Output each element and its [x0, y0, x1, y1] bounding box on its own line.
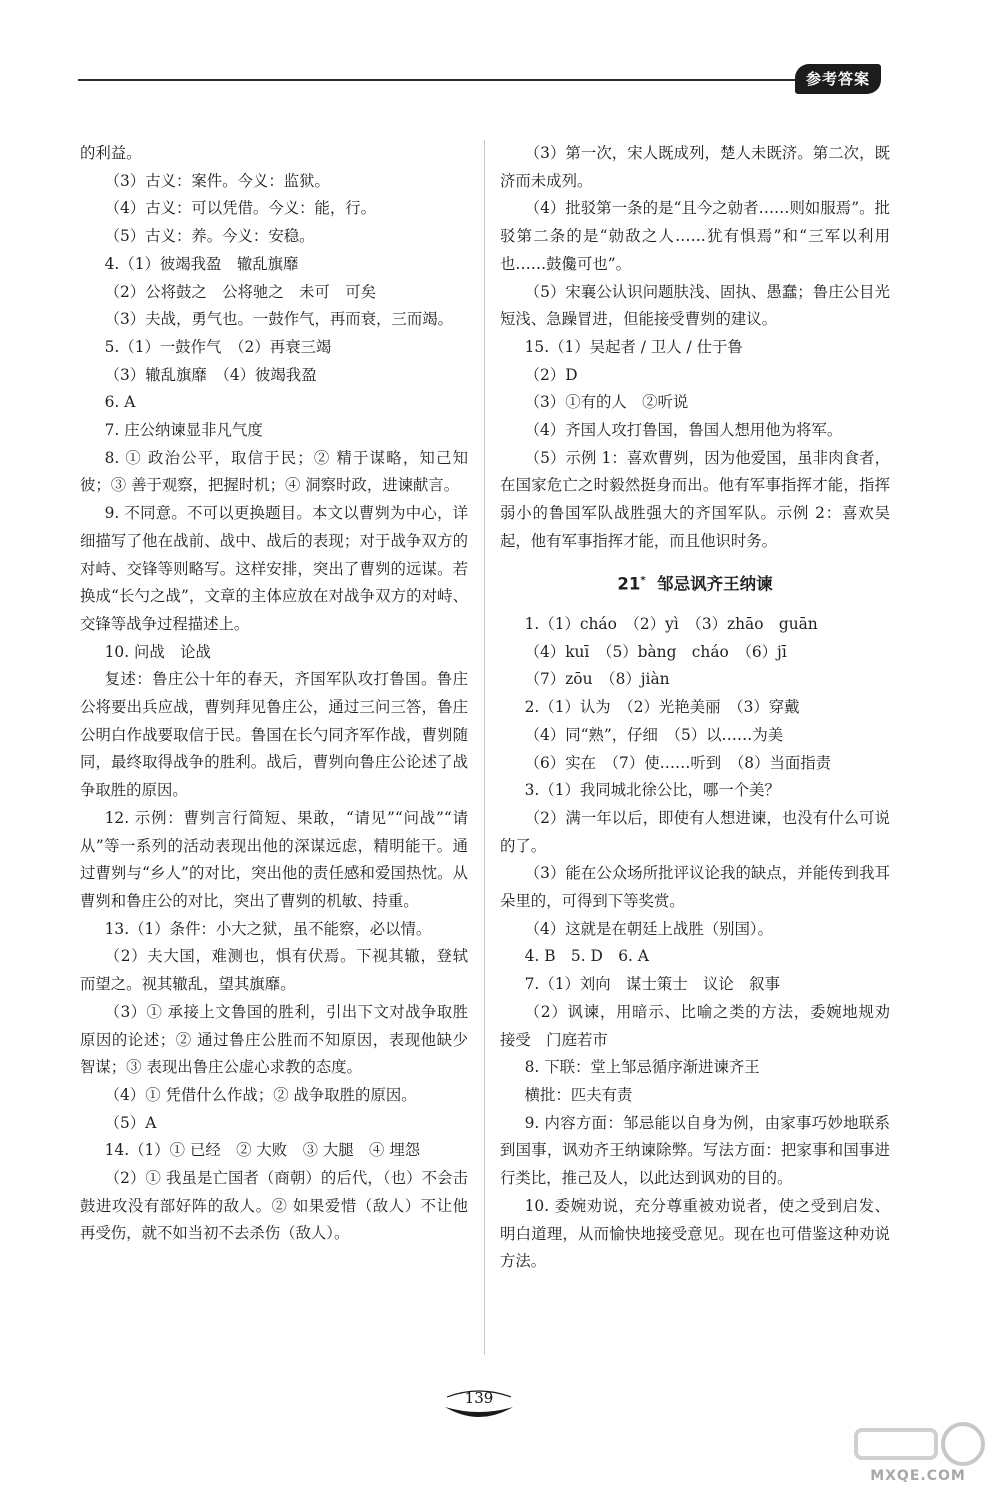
section-title-text: 邹忌讽齐王纳谏 [657, 574, 773, 594]
answer-paragraph: （3）第一次，宋人既成列，楚人未既济。第二次，既济而未成列。 [500, 144, 890, 190]
answer-paragraph: （5）古义：养。今义：安稳。 [104, 227, 315, 246]
section-mark: * [640, 574, 646, 586]
answer-paragraph: 7. 庄公纳谏显非凡气度 [104, 421, 263, 440]
answer-paragraph: 7.（1）刘向 谋士策士 议论 叙事 [524, 975, 780, 994]
answer-paragraph: （4）① 凭借什么作战；② 战争取胜的原因。 [104, 1085, 417, 1104]
answer-paragraph: （7）zōu （8）jiàn [524, 670, 670, 689]
answer-paragraph: （4）同“熟”，仔细 （5）以……为美 [524, 725, 784, 744]
answer-paragraph: （2）夫大国，难测也，惧有伏焉。下视其辙，登轼而望之。视其辙乱，望其旗靡。 [80, 947, 468, 994]
right-column-bottom [500, 611, 906, 1276]
answer-paragraph: 复述：鲁庄公十年的春天，齐国军队攻打鲁国。鲁庄公将要出兵应战，曹刿拜见鲁庄公，通过三问三答，鲁庄公明白作战要取信于民。鲁国在长勺同齐军作战，曹刿随同，最终取得战争的胜利。战后，曹刿向鲁庄公论述了战争取胜的原因。 [80, 670, 468, 800]
answer-paragraph: （2）D [524, 365, 578, 384]
answer-paragraph: 2.（1）认为 （2）光艳美丽 （3）穿戴 [524, 698, 800, 717]
answer-paragraph: 6. A [104, 393, 136, 412]
right-column-top [500, 140, 890, 556]
answer-paragraph: （6）实在 （7）使……听到 （8）当面指责 [524, 753, 832, 772]
answer-paragraph: 的利益。 [80, 144, 142, 162]
watermark-logo [848, 1420, 988, 1490]
answer-paragraph: 横批：匹夫有责 [524, 1086, 633, 1104]
answer-paragraph: （3）古义：案件。今义：监狱。 [104, 171, 330, 190]
header-badge: 参考答案 [795, 64, 881, 94]
answer-paragraph: 12. 示例：曹刿言行简短、果敢，“请见”“问战”“请从”等一系列的活动表现出他的深谋远虑，精明能干。通过曹刿与“乡人”的对比，突出他的责任感和爱国热忱。从曹刿和鲁庄公的对比，突出了曹刿的机敏、持重。 [80, 808, 468, 910]
left-column [80, 140, 468, 1248]
answer-paragraph: （5）A [104, 1113, 157, 1132]
answer-paragraph: （4）齐国人攻打鲁国，鲁国人想用他为将军。 [524, 421, 843, 440]
answer-paragraph: 10. 问战 论战 [104, 642, 211, 661]
answer-paragraph: 8. 下联：堂上邹忌循序渐进谏齐王 [524, 1058, 760, 1077]
answer-paragraph: （2）① 我虽是亡国者（商朝）的后代，（也）不会击鼓进攻没有部好阵的敌人。② 如果爱惜（敌人）不让他再受伤，就不如当初不去杀伤（敌人）。 [80, 1169, 468, 1243]
answer-paragraph: （3）能在公众场所批评议论我的缺点，并能传到我耳朵里的，可得到下等奖赏。 [500, 864, 890, 911]
answer-paragraph: （3）①有的人 ②听说 [524, 393, 689, 412]
answer-paragraph: 13.（1）条件：小大之狱，虽不能察，必以情。 [104, 919, 432, 938]
answer-paragraph: 15.（1）吴起者 / 卫人 / 仕于鲁 [524, 337, 743, 356]
header-rule [78, 79, 796, 81]
section-number: 21 [617, 574, 641, 594]
column-divider [484, 140, 485, 1355]
answer-paragraph: 10. 委婉劝说，充分尊重被劝说者，使之受到启发、明白道理，从而愉快地接受意见。现在也可借鉴这种劝说方法。 [500, 1196, 890, 1271]
answer-paragraph: （4）古义：可以凭借。今义：能，行。 [104, 199, 377, 218]
page-number: 139 [464, 1389, 494, 1407]
answer-paragraph: （2）满一年以后，即使有人想进谏，也没有什么可说的了。 [500, 808, 890, 855]
answer-paragraph: （5）宋襄公认识问题肤浅、固执、愚蠢；鲁庄公目光短浅、急躁冒进，但能接受曹刿的建议。 [500, 282, 890, 329]
right-column [500, 140, 906, 1276]
answer-paragraph: （3）夫战，勇气也。一鼓作气，再而衰，三而竭。 [104, 310, 454, 329]
answer-paragraph: （4）批驳第一条的是“且今之勍者……则如服焉”。批驳第二条的是“勍敌之人……犹有惧焉”和“三军以利用也……鼓儳可也”。 [500, 199, 890, 273]
section-title [500, 566, 890, 600]
answer-paragraph: 9. 不同意。不可以更换题目。本文以曹刿为中心，详细描写了他在战前、战中、战后的表现；对于战争双方的对峙、交锋等则略写。这样安排，突出了曹刿的远谋。若换成“长勺之战”，文章的主体应放在对战争双方的对峙、交锋等战争过程描述上。 [80, 504, 468, 633]
watermark-text: MXQE.COM [870, 1468, 966, 1484]
answer-paragraph: 5.（1）一鼓作气 （2）再衰三竭 [104, 337, 332, 356]
answer-paragraph: （5）示例 1：喜欢曹刿，因为他爱国，虽非肉食者，在国家危亡之时毅然挺身而出。他有军事指挥才能，指挥弱小的鲁国军队战胜强大的齐国军队。示例 2：喜欢吴起，他有军事指挥才能，而且他识时务。 [500, 448, 890, 550]
page-number-badge [443, 1387, 515, 1421]
answer-paragraph: （3）① 承接上文鲁国的胜利，引出下文对战争取胜原因的论述；② 通过鲁庄公胜而不知原因，表现他缺少智谋；③ 表现出鲁庄公虚心求教的态度。 [80, 1002, 468, 1077]
watermark-graphic [848, 1420, 988, 1470]
answer-paragraph: 4. B 5. D 6. A [524, 947, 649, 966]
answer-paragraph: 9. 内容方面：邹忌能以自身为例，由家事巧妙地联系到国事，讽劝齐王纳谏除弊。写法方面：把家事和国事进行类比，推己及人，以此达到讽劝的目的。 [500, 1113, 890, 1188]
answer-paragraph: 3.（1）我同城北徐公比，哪一个美？ [524, 781, 780, 800]
answer-paragraph: （3）辙乱旗靡 （4）彼竭我盈 [104, 365, 317, 384]
answer-paragraph: （4）这就是在朝廷上战胜（别国）。 [524, 919, 773, 938]
answer-paragraph: 8. ① 政治公平，取信于民；② 精于谋略，知己知彼；③ 善于观察，把握时机；④ 洞察时政，进谏献言。 [80, 448, 468, 495]
answer-paragraph: （2）讽谏，用暗示、比喻之类的方法，委婉地规劝 接受 门庭若市 [500, 1002, 906, 1049]
answer-paragraph: 4.（1）彼竭我盈 辙乱旗靡 [104, 254, 299, 273]
answer-paragraph: 14.（1）① 已经 ② 大败 ③ 大腿 ④ 埋怨 [104, 1141, 421, 1160]
answer-paragraph: （4）kuī （5）bàng cháo （6）jī [524, 642, 787, 661]
answer-paragraph: 1.（1）cháo （2）yì （3）zhāo guān [524, 615, 818, 634]
answer-paragraph: （2）公将鼓之 公将驰之 未可 可矣 [104, 282, 377, 301]
